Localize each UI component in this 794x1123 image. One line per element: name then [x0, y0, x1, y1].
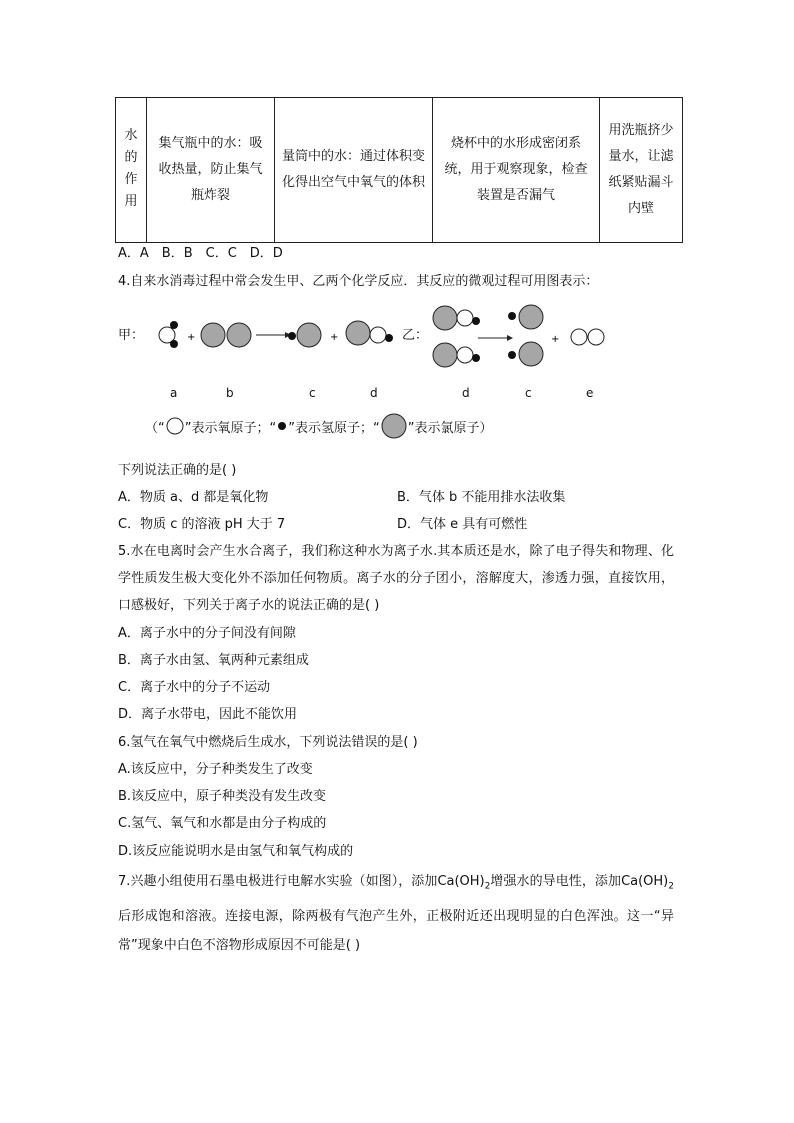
- q4-option-b: B．气体 b 不能用排水法收集: [397, 490, 566, 505]
- reaction-yi-label: 乙：: [402, 328, 429, 343]
- molecule-e: [571, 329, 604, 345]
- label-c: c: [309, 386, 316, 400]
- label-a: a: [170, 386, 178, 400]
- label-b: b: [226, 386, 234, 400]
- q6-option-c: C.氢气、氧气和水都是由分子构成的: [118, 816, 327, 831]
- q6-option-b: B.该反应中，原子种类没有发生改变: [118, 789, 327, 804]
- reaction-arrow: [478, 335, 513, 341]
- molecule-b: [201, 323, 251, 347]
- molecule-d: [433, 306, 480, 330]
- molecule-c: [288, 323, 321, 347]
- cell-measuring-cylinder: 量筒中的水：通过体积变化得出空气中氧气的体积: [275, 98, 433, 243]
- plus-sign: +: [330, 332, 339, 343]
- q4-option-c: C．物质 c 的溶液 pH 大于 7: [118, 517, 286, 532]
- molecule-d: [346, 321, 393, 345]
- label-e: e: [586, 386, 594, 400]
- q4-stem: 4.自来水消毒过程中常会发生甲、乙两个化学反应．其反应的微观过程可用图表示：: [118, 274, 599, 289]
- q5-option-a: A．离子水中的分子间没有间隙: [118, 626, 296, 641]
- q4-question: 下列说法正确的是( ): [118, 463, 237, 478]
- q6-option-d: D.该反应能说明水是由氢气和氧气构成的: [118, 844, 354, 859]
- hydrogen-atom-icon: [276, 420, 288, 432]
- q5-option-d: D．离子水带电，因此不能饮用: [118, 707, 298, 722]
- cell-wash-bottle: 用洗瓶挤少量水，让滤纸紧贴漏斗内壁: [600, 98, 683, 243]
- molecule-c: [508, 342, 543, 366]
- reaction-diagram: [115, 298, 635, 382]
- reaction-jia-label: 甲：: [118, 328, 145, 343]
- q7-stem: 7.兴趣小组使用石墨电极进行电解水实验（如图），添加$Ca(OH)_2$增强水的导电性，添加$Ca(OH)_2$后形成饱和溶液。连接电源，除两极有气泡产生外，正极附近还出现明显的白色浑浊。这一“异常”现象中白色不溶物形成原因不可能是( ): [118, 874, 674, 953]
- molecule-d: [433, 343, 480, 367]
- q4-option-d: D．气体 e 具有可燃性: [397, 517, 528, 532]
- q6-option-a: A.该反应中，分子种类发生了改变: [118, 762, 313, 777]
- q3-options: A．A B．B C．C D．D: [118, 246, 283, 261]
- reaction-arrow: [256, 332, 291, 338]
- label-c: c: [525, 386, 532, 400]
- q4-option-a: A．物质 a、d 都是氧化物: [118, 490, 269, 505]
- cell-gas-bottle: 集气瓶中的水：吸收热量，防止集气瓶炸裂: [147, 98, 275, 243]
- chlorine-atom-icon: [380, 412, 408, 440]
- molecule-c: [508, 305, 543, 329]
- molecule-a: [159, 321, 178, 348]
- atom-legend: （“ ”表示氧原子；“ ”表示氢原子；“ ”表示氯原子）: [145, 412, 492, 440]
- plus-sign: +: [187, 332, 196, 343]
- cell-beaker: 烧杯中的水形成密闭系统，用于观察现象，检查装置是否漏气: [433, 98, 600, 243]
- q5-option-b: B．离子水由氢、氧两种元素组成: [118, 653, 309, 668]
- label-d: d: [462, 386, 470, 400]
- q5-option-c: C．离子水中的分子不运动: [118, 680, 271, 695]
- experiment-table: [115, 97, 683, 243]
- row-header-water-role: 水的作用: [116, 98, 147, 243]
- oxygen-atom-icon: [165, 416, 185, 436]
- label-d: d: [370, 386, 378, 400]
- plus-sign: +: [551, 334, 560, 345]
- q5-stem: 5.水在电离时会产生水合离子，我们称这种水为离子水.其本质还是水，除了电子得失和物理、化学性质发生极大变化外不添加任何物质。离子水的分子团小，溶解度大，渗透力强，直接饮用，口感极好，下列关于离子水的说法正确的是( ): [118, 544, 674, 613]
- q6-stem: 6.氢气在氧气中燃烧后生成水，下列说法错误的是( ): [118, 735, 418, 750]
